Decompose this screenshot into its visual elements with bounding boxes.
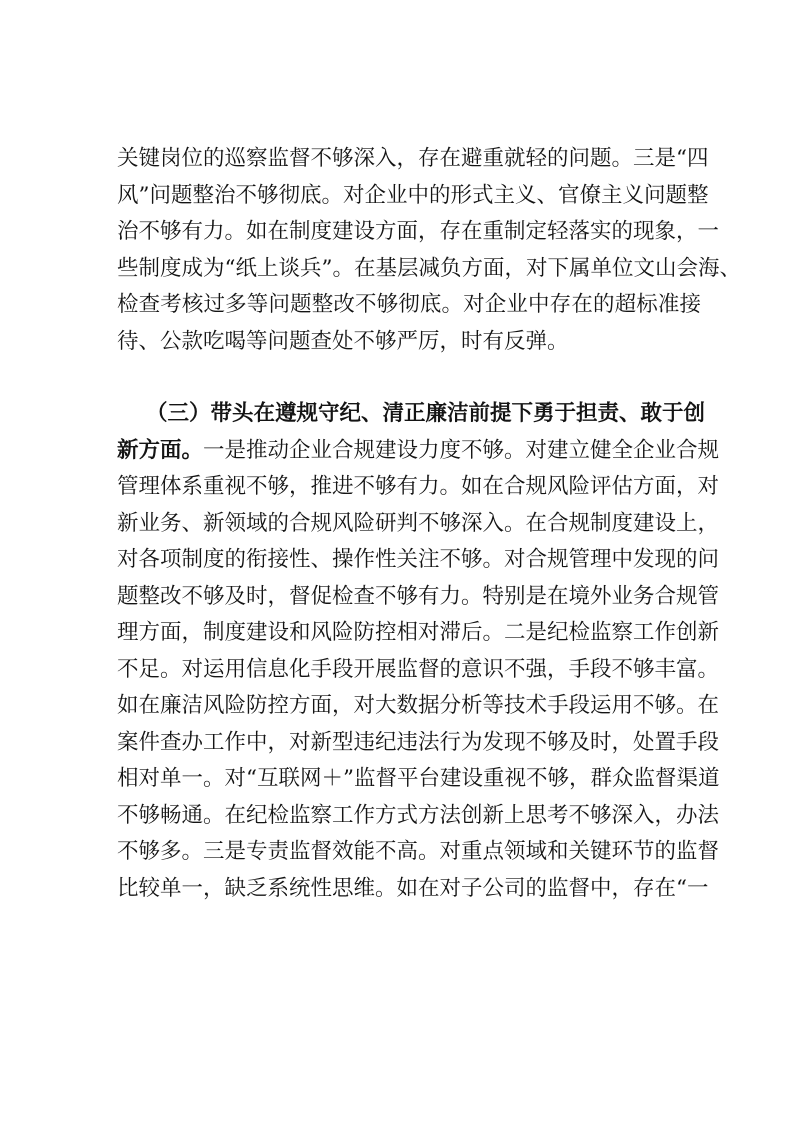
- paragraph-continuation: [117, 141, 741, 360]
- text-line: 案件查办工作中，对新型违纪违法行为发现不够及时，处置手段: [117, 729, 720, 755]
- text-line: 如在廉洁风险防控方面，对大数据分析等技术手段运用不够。在: [117, 693, 720, 718]
- text-line: 不够畅通。在纪检监察工作方式方法创新上思考不够深入，办法: [117, 802, 720, 828]
- text-line: 检查考核过多等问题整改不够彻底。对企业中存在的超标准接: [117, 292, 701, 317]
- text-line: 管理体系重视不够，推进不够有力。如在合规风险评估方面，对: [117, 474, 720, 499]
- text-line: 风”问题整治不够彻底。对企业中的形式主义、官僚主义问题整: [117, 182, 709, 208]
- text-line: 不足。对运用信息化手段开展监督的意识不强，手段不够丰富。: [117, 656, 720, 682]
- text-line: 不够多。三是专责监督效能不高。对重点领域和关键环节的监督: [117, 839, 720, 864]
- text-line: 些制度成为“纸上谈兵”。在基层减负方面，对下属单位文山会海、: [117, 255, 741, 281]
- text-line: 理方面，制度建设和风险防控相对滞后。二是纪检监察工作创新: [117, 620, 720, 645]
- section-heading-end: 新方面。: [117, 437, 204, 463]
- text-line: [117, 433, 720, 470]
- section-heading: （三）带头在遵规守纪、清正廉洁前提下勇于担责、敢于创: [146, 401, 706, 426]
- text-line: 新业务、新领域的合规风险研判不够深入。在合规制度建设上，: [117, 510, 720, 536]
- text-line: 对各项制度的衔接性、操作性关注不够。对合规管理中发现的问: [117, 547, 720, 572]
- text-line: 题整改不够及时，督促检查不够有力。特别是在境外业务合规管: [117, 583, 720, 609]
- paragraph-section-three: [117, 396, 720, 907]
- text-line: 治不够有力。如在制度建设方面，存在重制定轻落实的现象，一: [117, 219, 720, 244]
- text-line: 待、公款吃喝等问题查处不够严厉，时有反弹。: [117, 328, 569, 354]
- text-line: 比较单一，缺乏系统性思维。如在对子公司的监督中，存在“一: [117, 875, 709, 901]
- text-line-rest: 一是推动企业合规建设力度不够。对建立健全企业合规: [203, 437, 720, 463]
- text-line: 关键岗位的巡察监督不够深入，存在避重就轻的问题。三是“四: [117, 146, 709, 171]
- text-line: 相对单一。对“互联网＋”监督平台建设重视不够，群众监督渠道: [117, 766, 720, 791]
